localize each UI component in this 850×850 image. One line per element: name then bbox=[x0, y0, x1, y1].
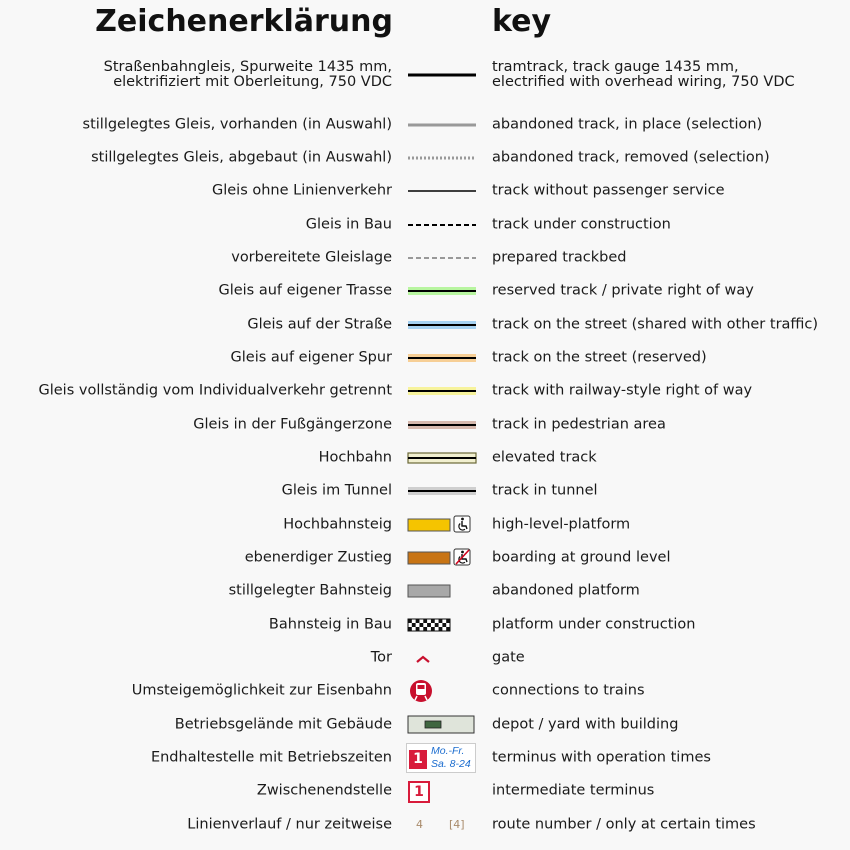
legend-row bbox=[0, 374, 850, 408]
legend-row bbox=[0, 441, 850, 475]
depot-icon bbox=[406, 708, 478, 742]
legend-label-en: connections to trains bbox=[492, 682, 645, 699]
legend-label-en: track on the street (reserved) bbox=[492, 349, 707, 366]
line-casing-green-icon bbox=[406, 274, 478, 308]
legend-symbol-line-grey-dotted bbox=[406, 141, 478, 175]
legend-label-en: abandoned track, in place (selection) bbox=[492, 116, 763, 133]
legend-symbol-depot bbox=[406, 708, 478, 742]
line-casing-brown-icon bbox=[406, 408, 478, 442]
legend-row bbox=[0, 408, 850, 442]
legend-label-en: terminus with operation times bbox=[492, 749, 711, 766]
legend-symbol-line-grey-dashed bbox=[406, 241, 478, 275]
terminus-days: Mo.-Fr. bbox=[431, 745, 465, 757]
legend-symbol-line-casing-brown bbox=[406, 408, 478, 442]
line-black-dashed-icon bbox=[406, 208, 478, 242]
line-casing-orange-icon bbox=[406, 341, 478, 375]
legend-label-de: stillgelegtes Gleis, abgebaut (in Auswahl) bbox=[91, 149, 392, 166]
legend-label-de: stillgelegtes Gleis, vorhanden (in Auswahl) bbox=[82, 116, 392, 133]
legend-label-de: Endhaltestelle mit Betriebszeiten bbox=[150, 749, 392, 766]
legend-symbol-line-casing-yellow bbox=[406, 374, 478, 408]
legend-label-de: Tor bbox=[370, 649, 392, 666]
legend-row bbox=[0, 674, 850, 708]
legend-symbol-line-black-thick bbox=[406, 58, 478, 92]
legend-row bbox=[0, 58, 850, 92]
route-number: 4 bbox=[416, 818, 423, 831]
legend-symbol-line-elevated bbox=[406, 441, 478, 475]
line-elevated-icon bbox=[406, 441, 478, 475]
line-tunnel-icon bbox=[406, 474, 478, 508]
legend-symbol-line-tunnel bbox=[406, 474, 478, 508]
legend-label-de: Hochbahnsteig bbox=[283, 516, 392, 533]
legend-label-en: track in pedestrian area bbox=[492, 416, 666, 433]
legend-label-en: track with railway-style right of way bbox=[492, 382, 753, 399]
gate-icon bbox=[406, 641, 478, 675]
legend-label-de: Gleis auf eigener Spur bbox=[230, 349, 392, 366]
line-casing-yellow-icon bbox=[406, 374, 478, 408]
legend-label-en: intermediate terminus bbox=[492, 782, 655, 799]
line-black-thick-icon bbox=[406, 58, 478, 92]
legend-label-de: Gleis in Bau bbox=[305, 216, 392, 233]
legend-label-de: Gleis auf eigener Trasse bbox=[218, 282, 392, 299]
legend-symbol-intermediate-terminus bbox=[406, 774, 478, 808]
legend-label-de: Gleis auf der Straße bbox=[247, 316, 392, 333]
legend-symbol-train-connection bbox=[406, 674, 478, 708]
intermediate-terminus-sign: 1 bbox=[408, 781, 430, 803]
legend-label-en: track on the street (shared with other traffic) bbox=[492, 316, 819, 333]
legend-row bbox=[0, 508, 850, 542]
legend-symbol-line-casing-blue bbox=[406, 308, 478, 342]
legend-row bbox=[0, 708, 850, 742]
terminus-number: 1 bbox=[409, 750, 427, 769]
train-connection-icon bbox=[406, 674, 478, 708]
legend-row bbox=[0, 174, 850, 208]
legend-symbol-route-number bbox=[406, 808, 478, 842]
legend-label-en: track under construction bbox=[492, 216, 671, 233]
legend-row bbox=[0, 574, 850, 608]
legend-label-de: Bahnsteig in Bau bbox=[268, 616, 392, 633]
terminus-sign bbox=[406, 743, 476, 773]
legend-label-en: track in tunnel bbox=[492, 482, 598, 499]
legend-label-de: Umsteigemöglichkeit zur Eisenbahn bbox=[131, 682, 392, 699]
legend-row bbox=[0, 608, 850, 642]
legend-label-en: gate bbox=[492, 649, 525, 666]
legend-symbol-line-casing-orange bbox=[406, 341, 478, 375]
line-grey-icon bbox=[406, 108, 478, 142]
legend-label-en: abandoned track, removed (selection) bbox=[492, 149, 770, 166]
legend-label-de: Betriebsgelände mit Gebäude bbox=[174, 716, 392, 733]
legend-label-en: abandoned platform bbox=[492, 582, 640, 599]
platform-high-icon bbox=[406, 508, 478, 542]
legend-row bbox=[0, 241, 850, 275]
line-grey-dashed-icon bbox=[406, 241, 478, 275]
legend-label-de: Zwischenendstelle bbox=[256, 782, 392, 799]
platform-abandoned-icon bbox=[406, 574, 478, 608]
legend-symbol-platform-construction bbox=[406, 608, 478, 642]
legend-row bbox=[0, 474, 850, 508]
legend-row bbox=[0, 274, 850, 308]
legend-label-en: tramtrack, track gauge 1435 mm, electrified with overhead wiring, 750 VDC bbox=[492, 59, 795, 90]
platform-construction-icon bbox=[406, 608, 478, 642]
legend-symbol-platform-abandoned bbox=[406, 574, 478, 608]
legend-label-en: platform under construction bbox=[492, 616, 696, 633]
line-black-thin-icon bbox=[406, 174, 478, 208]
legend-label-en: depot / yard with building bbox=[492, 716, 679, 733]
legend-label-en: high-level-platform bbox=[492, 516, 631, 533]
legend-row bbox=[0, 308, 850, 342]
terminus-hours: Sa. 8-24 bbox=[431, 758, 471, 770]
legend-row bbox=[0, 741, 850, 775]
legend-row bbox=[0, 808, 850, 842]
legend-label-de: Gleis im Tunnel bbox=[281, 482, 392, 499]
legend-label-de: Straßenbahngleis, Spurweite 1435 mm, elektrifiziert mit Oberleitung, 750 VDC bbox=[103, 59, 392, 90]
legend-row bbox=[0, 541, 850, 575]
legend-symbol-line-casing-green bbox=[406, 274, 478, 308]
line-casing-blue-icon bbox=[406, 308, 478, 342]
legend-symbol-gate bbox=[406, 641, 478, 675]
legend-label-de: Gleis ohne Linienverkehr bbox=[211, 182, 392, 199]
legend-label-en: track without passenger service bbox=[492, 182, 725, 199]
legend-symbol-terminus bbox=[406, 741, 478, 775]
legend-symbol-platform-high bbox=[406, 508, 478, 542]
legend-label-en: boarding at ground level bbox=[492, 549, 671, 566]
header-en: key bbox=[492, 4, 552, 39]
legend-label-de: Linienverlauf / nur zeitweise bbox=[187, 816, 392, 833]
legend-symbol-line-grey bbox=[406, 108, 478, 142]
legend-symbol-line-black-dashed bbox=[406, 208, 478, 242]
legend-label-de: Gleis vollständig vom Individualverkehr getrennt bbox=[38, 382, 392, 399]
legend-symbol-line-black-thin bbox=[406, 174, 478, 208]
legend-label-de: Gleis in der Fußgängerzone bbox=[193, 416, 392, 433]
legend-row bbox=[0, 341, 850, 375]
legend-label-en: elevated track bbox=[492, 449, 597, 466]
legend-symbol-platform-ground bbox=[406, 541, 478, 575]
legend-label-en: reserved track / private right of way bbox=[492, 282, 754, 299]
legend-row bbox=[0, 641, 850, 675]
legend-label-de: vorbereitete Gleislage bbox=[231, 249, 392, 266]
platform-ground-icon bbox=[406, 541, 478, 575]
legend-row bbox=[0, 141, 850, 175]
line-grey-dotted-icon bbox=[406, 141, 478, 175]
legend-label-en: route number / only at certain times bbox=[492, 816, 756, 833]
legend-label-de: ebenerdiger Zustieg bbox=[244, 549, 392, 566]
legend-row bbox=[0, 774, 850, 808]
legend-row bbox=[0, 108, 850, 142]
legend-label-de: stillgelegter Bahnsteig bbox=[228, 582, 392, 599]
legend-label-de: Hochbahn bbox=[318, 449, 392, 466]
legend-row bbox=[0, 208, 850, 242]
legend-label-en: prepared trackbed bbox=[492, 249, 627, 266]
header-de: Zeichenerklärung bbox=[95, 4, 393, 39]
route-number-partial: [4] bbox=[449, 818, 465, 831]
